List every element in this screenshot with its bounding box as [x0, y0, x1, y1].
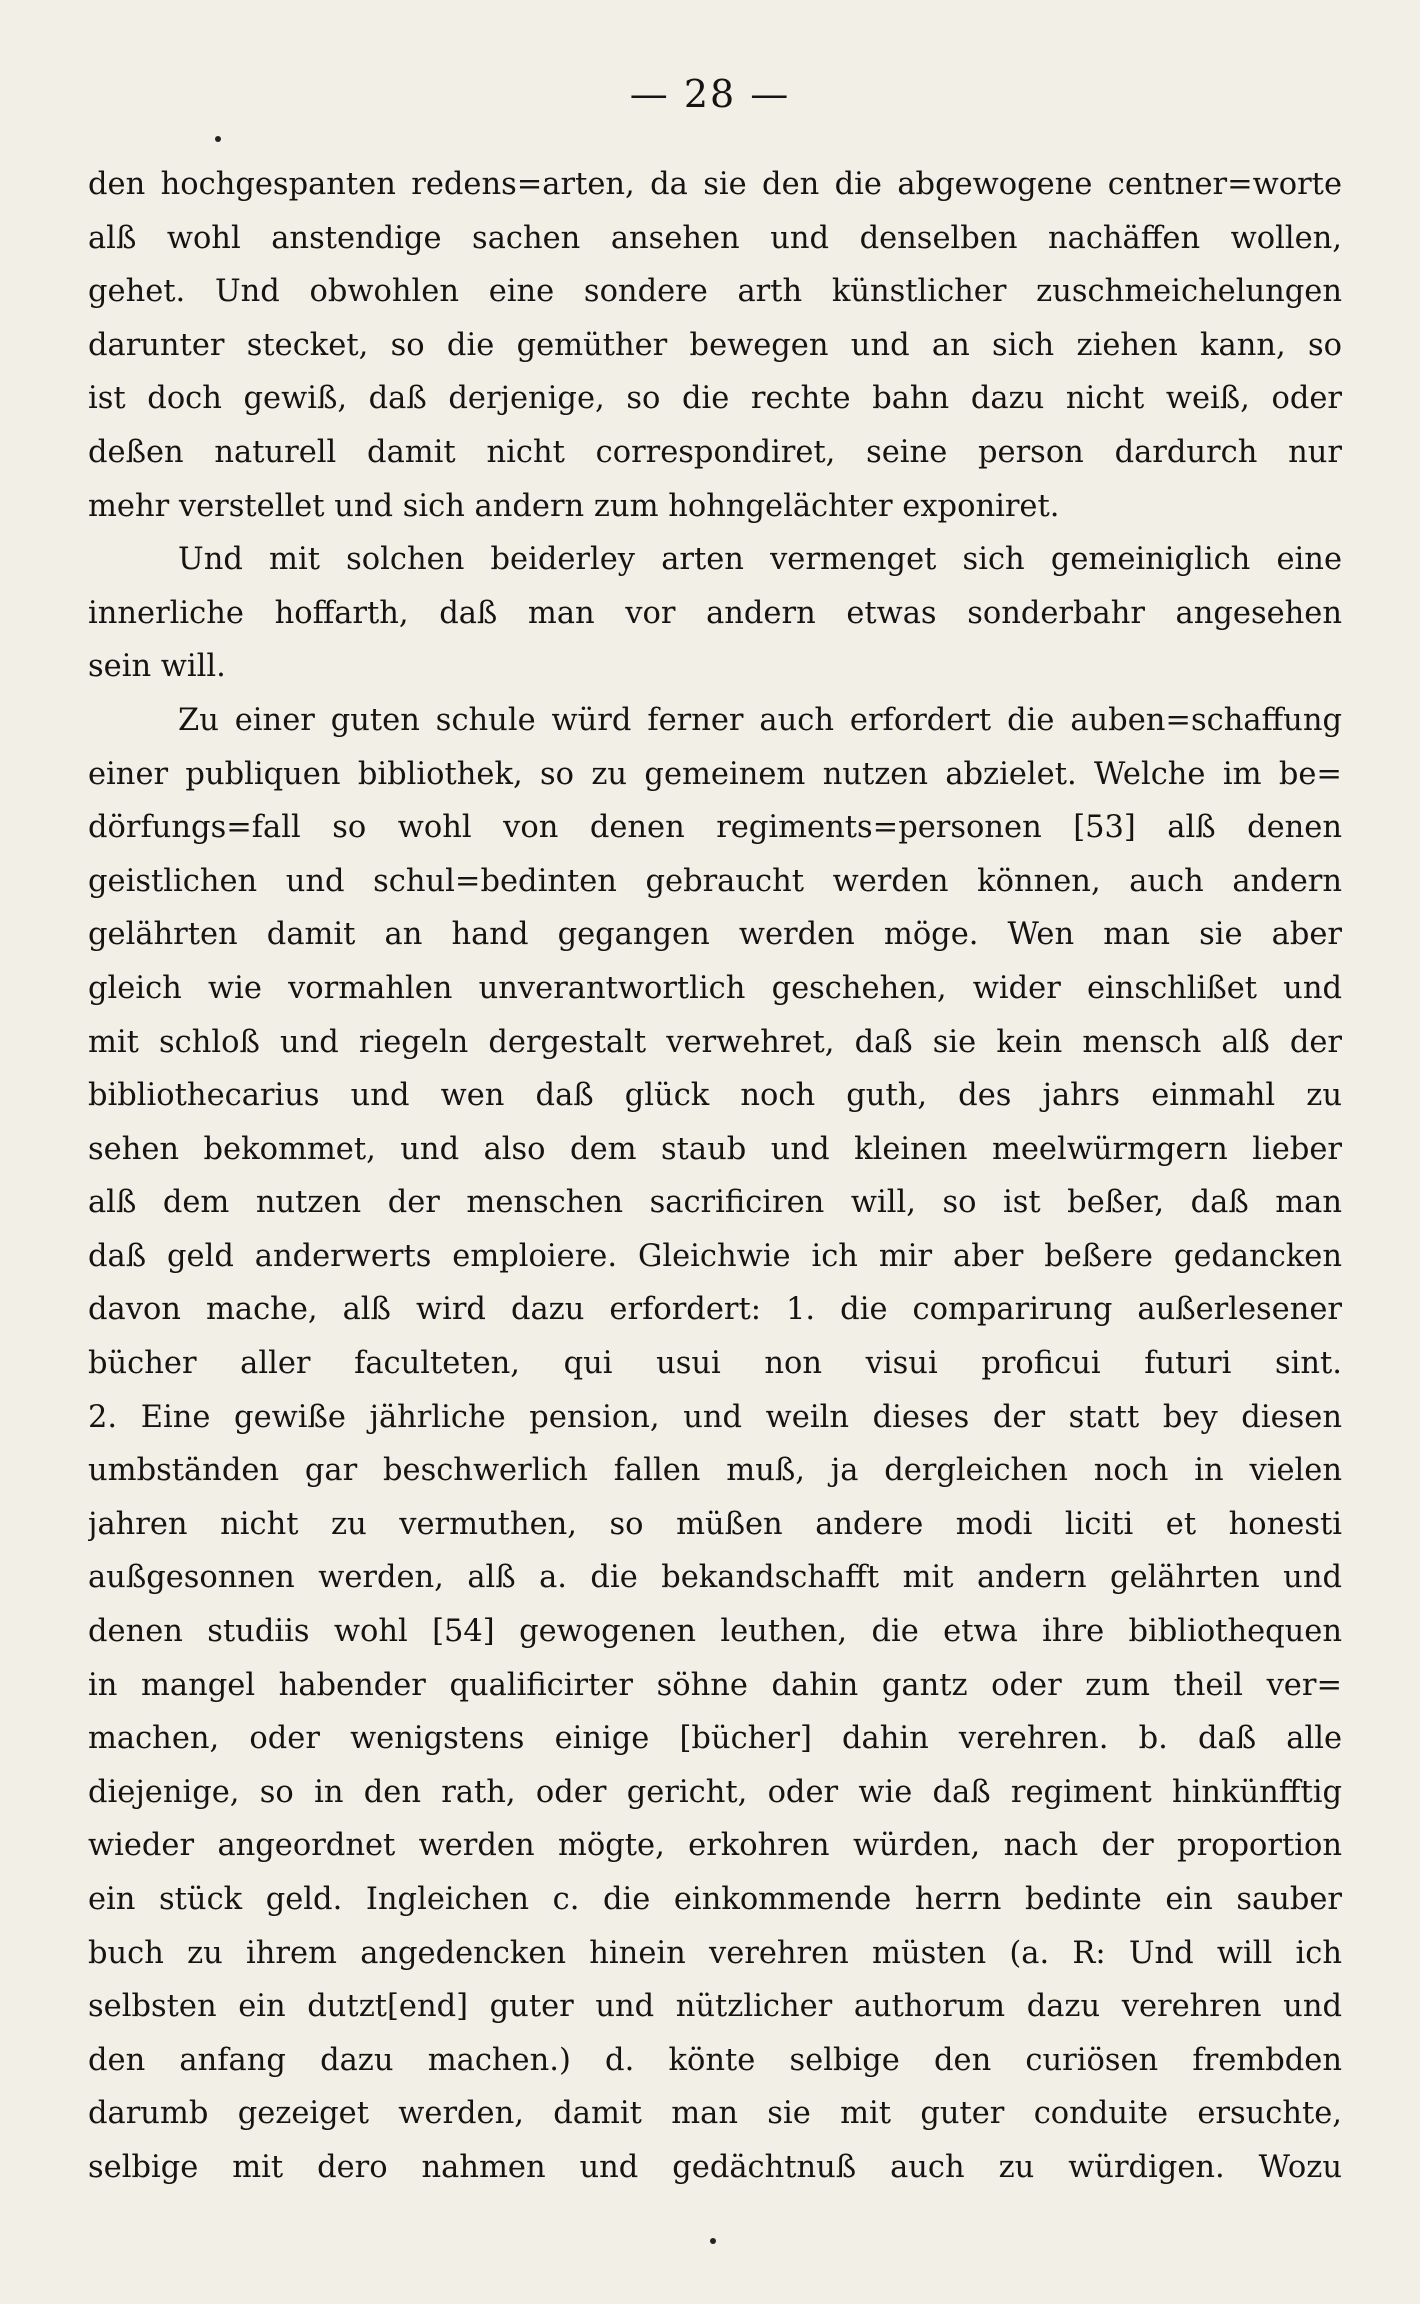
text-line: gleich wie vormahlen unverantwortlich geschehen, wider einschlißet und	[88, 970, 1342, 1006]
text-line: alß wohl anstendige sachen ansehen und denselben nachäffen wollen,	[88, 220, 1342, 256]
text-line: den anfang dazu machen.) d. könte selbige den curiösen frembden	[88, 2042, 1342, 2078]
text-line: den hochgespanten redens=arten, da sie den die abgewogene centner=worte	[88, 167, 1342, 202]
text-line: davon mache, alß wird dazu erfordert: 1. die comparirung außerlesener	[88, 1292, 1342, 1328]
body-text	[88, 158, 1342, 2195]
text-line: umbständen gar beschwerlich fallen muß, ja dergleichen noch in vielen	[88, 1453, 1342, 1489]
text-line: mehr verstellet und sich andern zum hohngelächter exponiret.	[88, 488, 1060, 524]
text-line: bibliothecarius und wen daß glück noch guth, des jahrs einmahl zu	[88, 1078, 1342, 1114]
text-line: mit schloß und riegeln dergestalt verwehret, daß sie kein mensch alß der	[88, 1024, 1342, 1060]
text-line: Und mit solchen beiderley arten vermenget sich gemeiniglich eine	[178, 542, 1342, 578]
text-line: ist doch gewiß, daß derjenige, so die rechte bahn dazu nicht weiß, oder	[88, 381, 1342, 417]
text-line: machen, oder wenigstens einige [bücher] dahin verehren. b. daß alle	[88, 1721, 1342, 1757]
text-line: dörfungs=fall so wohl von denen regiments=personen [53] alß denen	[88, 810, 1342, 846]
page-number: — 28 —	[629, 72, 791, 116]
text-line: sehen bekommet, und also dem staub und kleinen meelwürmgern lieber	[88, 1131, 1342, 1167]
text-line: außgesonnen werden, alß a. die bekandschafft mit andern gelährten und	[88, 1560, 1342, 1596]
text-line: deßen naturell damit nicht correspondiret, seine person dardurch nur	[88, 434, 1342, 470]
text-line: selbsten ein dutzt[end] guter und nützlicher authorum dazu verehren und	[88, 1989, 1342, 2025]
text-line: ein stück geld. Ingleichen c. die einkommende herrn bedinte ein sauber	[88, 1882, 1342, 1917]
text-line: innerliche hoffarth, daß man vor andern etwas sonderbahr angesehen	[88, 595, 1342, 631]
text-line: alß dem nutzen der menschen sacrificiren will, so ist beßer, daß man	[88, 1185, 1342, 1221]
ink-dot-bottom	[710, 2238, 716, 2244]
text-line: geistlichen und schul=bedinten gebraucht werden können, auch andern	[88, 863, 1342, 899]
text-line: bücher aller faculteten, qui usui non visui proficui futuri sint.	[88, 1346, 1342, 1382]
text-line: diejenige, so in den rath, oder gericht, oder wie daß regiment hinkünfftig	[88, 1774, 1342, 1810]
ink-dot-top	[215, 136, 221, 142]
text-line: darumb gezeiget werden, damit man sie mit guter conduite ersuchte,	[88, 2096, 1342, 2132]
text-line: 2. Eine gewiße jährliche pension, und weiln dieses der statt bey diesen	[88, 1399, 1342, 1435]
text-line: in mangel habender qualificirter söhne dahin gantz oder zum theil ver=	[88, 1667, 1342, 1703]
text-line: gelährten damit an hand gegangen werden möge. Wen man sie aber	[88, 917, 1342, 953]
text-line: buch zu ihrem angedencken hinein verehren müsten (a. R: Und will ich	[88, 1935, 1342, 1971]
text-line: daß geld anderwerts emploiere. Gleichwie ich mir aber beßere gedancken	[88, 1238, 1342, 1274]
text-line: einer publiquen bibliothek, so zu gemeinem nutzen abzielet. Welche im be=	[88, 756, 1342, 792]
text-line: gehet. Und obwohlen eine sondere arth künstlicher zuschmeichelungen	[88, 274, 1342, 310]
text-line: Zu einer guten schule würd ferner auch erfordert die auben=schaffung	[178, 702, 1342, 738]
text-line: selbige mit dero nahmen und gedächtnuß auch zu würdigen. Wozu	[88, 2149, 1342, 2185]
text-line: wieder angeordnet werden mögte, erkohren würden, nach der proportion	[88, 1828, 1342, 1864]
text-line: denen studiis wohl [54] gewogenen leuthen, die etwa ihre bibliothequen	[88, 1614, 1342, 1650]
text-line: jahren nicht zu vermuthen, so müßen andere modi liciti et honesti	[88, 1506, 1342, 1542]
text-line: darunter stecket, so die gemüther bewegen und an sich ziehen kann, so	[88, 327, 1342, 363]
text-line: sein will.	[88, 649, 226, 685]
